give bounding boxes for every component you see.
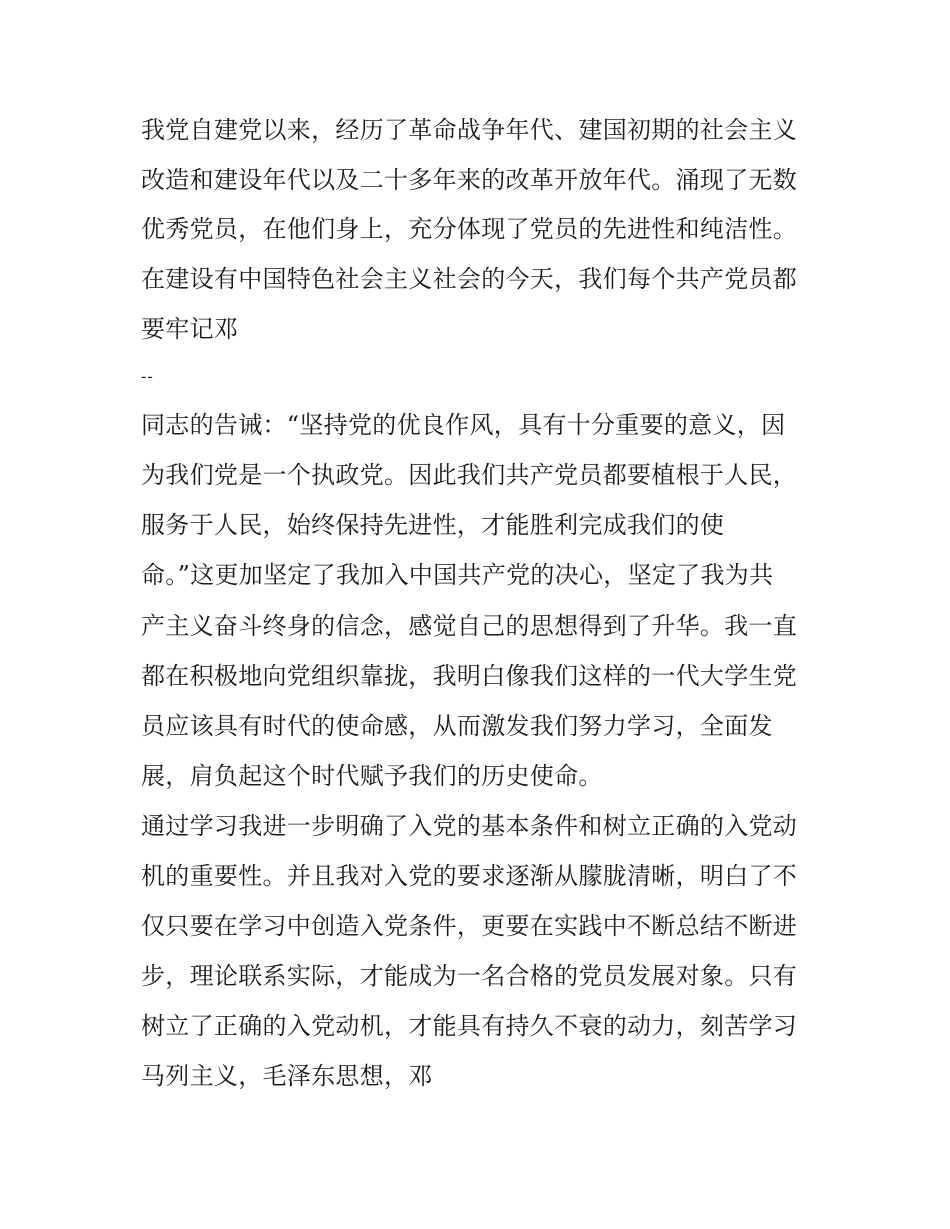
text-line: 步，理论联系实际，才能成为一名合格的党员发展对象。只有 (141, 962, 798, 990)
text-line: 在建设有中国特色社会主义社会的今天，我们每个共产党员都 (141, 265, 798, 293)
text-line: 为我们党是一个执政党。因此我们共产党员都要植根于人民， (141, 461, 798, 489)
text-line: 产主义奋斗终身的信念，感觉自己的思想得到了升华。我一直 (141, 612, 798, 640)
text-line: 机的重要性。并且我对入党的要求逐渐从朦胧清晰，明白了不 (141, 862, 798, 890)
text-line: 要牢记邓 (141, 315, 239, 343)
page-break-separator: -- (141, 368, 154, 385)
text-line: 树立了正确的入党动机，才能具有持久不衰的动力，刻苦学习 (141, 1012, 798, 1040)
text-line: 我党自建党以来，经历了革命战争年代、建国初期的社会主义 (141, 116, 798, 144)
text-line: 都在积极地向党组织靠拢，我明白像我们这样的一代大学生党 (141, 662, 798, 690)
text-line: 同志的告诫：“坚持党的优良作风，具有十分重要的意义，因 (141, 411, 786, 439)
text-line: 仅只要在学习中创造入党条件，更要在实践中不断总结不断进 (141, 912, 798, 940)
text-line: 马列主义，毛泽东思想，邓 (141, 1062, 433, 1090)
text-line: 员应该具有时代的使命感，从而激发我们努力学习，全面发 (141, 712, 773, 740)
text-line: 服务于人民，始终保持先进性，才能胜利完成我们的使 (141, 511, 725, 539)
text-line: 优秀党员，在他们身上，充分体现了党员的先进性和纯洁性。 (141, 215, 798, 243)
text-line: 展，肩负起这个时代赋予我们的历史使命。 (141, 762, 603, 790)
text-line: 通过学习我进一步明确了入党的基本条件和树立正确的入党动 (141, 812, 798, 840)
text-line: 命。”这更加坚定了我加入中国共产党的决心，坚定了我为共 (141, 561, 774, 589)
text-line: 改造和建设年代以及二十多年来的改革开放年代。涌现了无数 (141, 166, 798, 194)
